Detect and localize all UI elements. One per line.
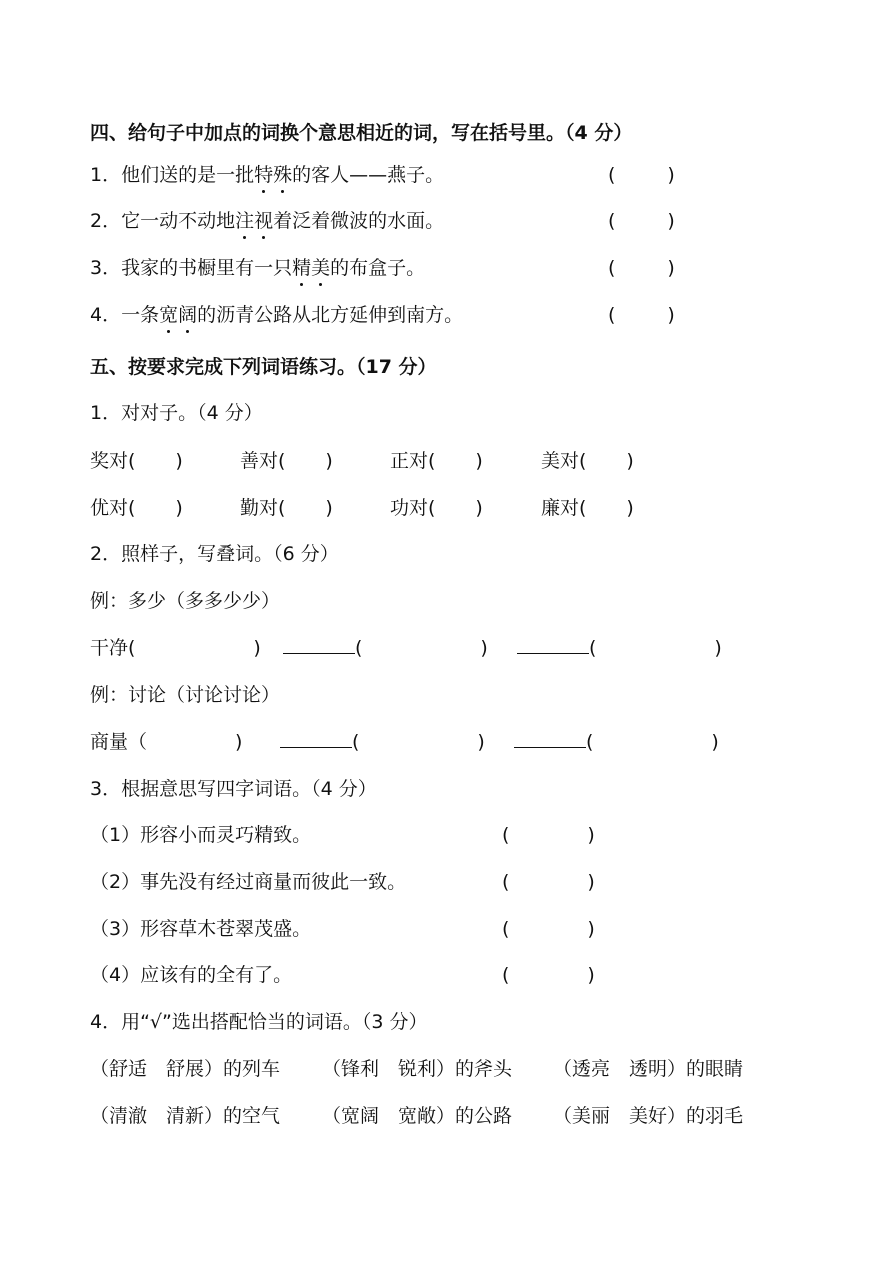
paren-close: ) xyxy=(626,450,634,472)
paren-close: ) xyxy=(667,304,675,326)
q3-answer-2[interactable] xyxy=(502,869,595,895)
paren-close: ) xyxy=(587,824,595,846)
q4-row2-choice-1[interactable]: （清澈 清新）的空气 xyxy=(90,1105,281,1127)
paren-open: ( xyxy=(586,731,594,753)
q2-row1-answer-1[interactable] xyxy=(90,635,261,661)
q1-word: 功对( xyxy=(390,497,436,519)
q4-row1-choice-3[interactable]: （透亮 透明）的眼睛 xyxy=(553,1058,744,1080)
s4-item-3-post: 的布盒子。 xyxy=(330,257,426,279)
paren-open: ( xyxy=(352,731,360,753)
q3-item-3: （3）形容草木苍翠茂盛。 xyxy=(90,918,312,940)
q4-row1-choice-2[interactable]: （锋利 锐利）的斧头 xyxy=(322,1058,513,1080)
q3-item-4: （4）应该有的全有了。 xyxy=(90,964,293,986)
paren-open: ( xyxy=(608,164,616,186)
s4-item-1-post: 的客人——燕子。 xyxy=(292,164,445,186)
s4-item-3-pre: 3．我家的书橱里有一只 xyxy=(90,257,293,279)
q1-word: 奖对( xyxy=(90,450,136,472)
paren-close: ) xyxy=(175,450,183,472)
paren-close: ) xyxy=(475,497,483,519)
paren-open: ( xyxy=(502,824,510,846)
blank-line[interactable] xyxy=(283,635,355,654)
q1-title: 1．对对子。（4 分） xyxy=(90,402,263,424)
q1-row1-item-2[interactable] xyxy=(240,448,333,474)
q4-title: 4．用“√”选出搭配恰当的词语。（3 分） xyxy=(90,1011,428,1033)
paren-close: ) xyxy=(587,871,595,893)
s4-answer-4[interactable] xyxy=(608,302,675,328)
q2-title: 2．照样子，写叠词。（6 分） xyxy=(90,543,339,565)
q2-row1-answer-3[interactable] xyxy=(517,635,722,661)
s4-item-4-post: 的沥青公路从北方延伸到南方。 xyxy=(197,304,464,326)
paren-close: ) xyxy=(714,637,722,659)
q1-row2-item-4[interactable] xyxy=(541,495,634,521)
paren-close: ) xyxy=(475,450,483,472)
s4-item-3 xyxy=(90,255,425,281)
q3-answer-4[interactable] xyxy=(502,962,595,988)
paren-open: ( xyxy=(608,304,616,326)
emphasis-char: 精 xyxy=(292,257,312,279)
q1-row1-item-4[interactable] xyxy=(541,448,634,474)
paren-close: ) xyxy=(325,497,333,519)
paren-open: ( xyxy=(502,964,510,986)
paren-open: ( xyxy=(589,637,597,659)
q3-item-1: （1）形容小而灵巧精致。 xyxy=(90,824,312,846)
paren-close: ) xyxy=(175,497,183,519)
q4-row2-choice-2[interactable]: （宽阔 宽敞）的公路 xyxy=(322,1105,513,1127)
section-5-title: 五、按要求完成下列词语练习。（17 分） xyxy=(90,356,437,378)
paren-close: ) xyxy=(235,731,243,753)
s4-item-4-pre: 4．一条 xyxy=(90,304,160,326)
emphasis-char: 特 xyxy=(254,164,274,186)
s4-answer-1[interactable] xyxy=(608,162,675,188)
blank-line[interactable] xyxy=(517,635,589,654)
paren-close: ) xyxy=(587,918,595,940)
q2-word: 干净( xyxy=(90,637,136,659)
s4-answer-2[interactable] xyxy=(608,208,675,234)
paren-open: ( xyxy=(355,637,363,659)
q3-answer-1[interactable] xyxy=(502,822,595,848)
paren-close: ) xyxy=(477,731,485,753)
emphasis-char: 殊 xyxy=(273,164,293,186)
q2-row1-answer-2[interactable] xyxy=(283,635,488,661)
q1-word: 优对( xyxy=(90,497,136,519)
paren-open: ( xyxy=(502,871,510,893)
paren-close: ) xyxy=(480,637,488,659)
q1-word: 善对( xyxy=(240,450,286,472)
q2-row2-answer-1[interactable] xyxy=(90,729,242,755)
paren-close: ) xyxy=(587,964,595,986)
paren-close: ) xyxy=(667,164,675,186)
paren-close: ) xyxy=(325,450,333,472)
s4-item-2-post: 着泛着微波的水面。 xyxy=(273,210,445,232)
q2-word: 商量（ xyxy=(90,731,148,753)
q2-example-2: 例：讨论（讨论讨论） xyxy=(90,684,281,706)
paren-open: ( xyxy=(608,257,616,279)
emphasis-char: 宽 xyxy=(159,304,179,326)
emphasis-char: 阔 xyxy=(178,304,198,326)
q1-word: 廉对( xyxy=(541,497,587,519)
blank-line[interactable] xyxy=(280,729,352,748)
q1-row1-item-1[interactable] xyxy=(90,448,183,474)
s4-item-4-dotted xyxy=(159,304,197,326)
q1-word: 勤对( xyxy=(240,497,286,519)
emphasis-char: 注 xyxy=(235,210,255,232)
s4-item-2-pre: 2．它一动不动地 xyxy=(90,210,236,232)
q4-row1-choice-1[interactable]: （舒适 舒展）的列车 xyxy=(90,1058,281,1080)
paren-open: ( xyxy=(502,918,510,940)
q2-row2-answer-2[interactable] xyxy=(280,729,485,755)
paren-close: ) xyxy=(711,731,719,753)
s4-item-2 xyxy=(90,208,444,234)
s4-item-2-dotted xyxy=(235,210,273,232)
emphasis-char: 视 xyxy=(254,210,274,232)
q1-row2-item-1[interactable] xyxy=(90,495,183,521)
s4-item-1-dotted xyxy=(254,164,292,186)
q3-answer-3[interactable] xyxy=(502,916,595,942)
s4-item-1 xyxy=(90,162,444,188)
s4-item-3-dotted xyxy=(292,257,330,279)
q1-row2-item-3[interactable] xyxy=(390,495,483,521)
s4-item-1-pre: 1．他们送的是一批 xyxy=(90,164,255,186)
s4-answer-3[interactable] xyxy=(608,255,675,281)
section-4-title: 四、给句子中加点的词换个意思相近的词，写在括号里。（4 分） xyxy=(90,122,633,144)
q1-row2-item-2[interactable] xyxy=(240,495,333,521)
q2-example-1: 例：多少（多多少少） xyxy=(90,590,281,612)
emphasis-char: 美 xyxy=(311,257,331,279)
q1-word: 正对( xyxy=(390,450,436,472)
paren-open: ( xyxy=(608,210,616,232)
q1-row1-item-3[interactable] xyxy=(390,448,483,474)
paren-close: ) xyxy=(667,210,675,232)
q3-item-2: （2）事先没有经过商量而彼此一致。 xyxy=(90,871,407,893)
s4-item-4 xyxy=(90,302,463,328)
paren-close: ) xyxy=(626,497,634,519)
q1-word: 美对( xyxy=(541,450,587,472)
paren-close: ) xyxy=(667,257,675,279)
blank-line[interactable] xyxy=(514,729,586,748)
q2-row2-answer-3[interactable] xyxy=(514,729,719,755)
paren-close: ) xyxy=(253,637,261,659)
q3-title: 3．根据意思写四字词语。（4 分） xyxy=(90,778,377,800)
q4-row2-choice-3[interactable]: （美丽 美好）的羽毛 xyxy=(553,1105,744,1127)
